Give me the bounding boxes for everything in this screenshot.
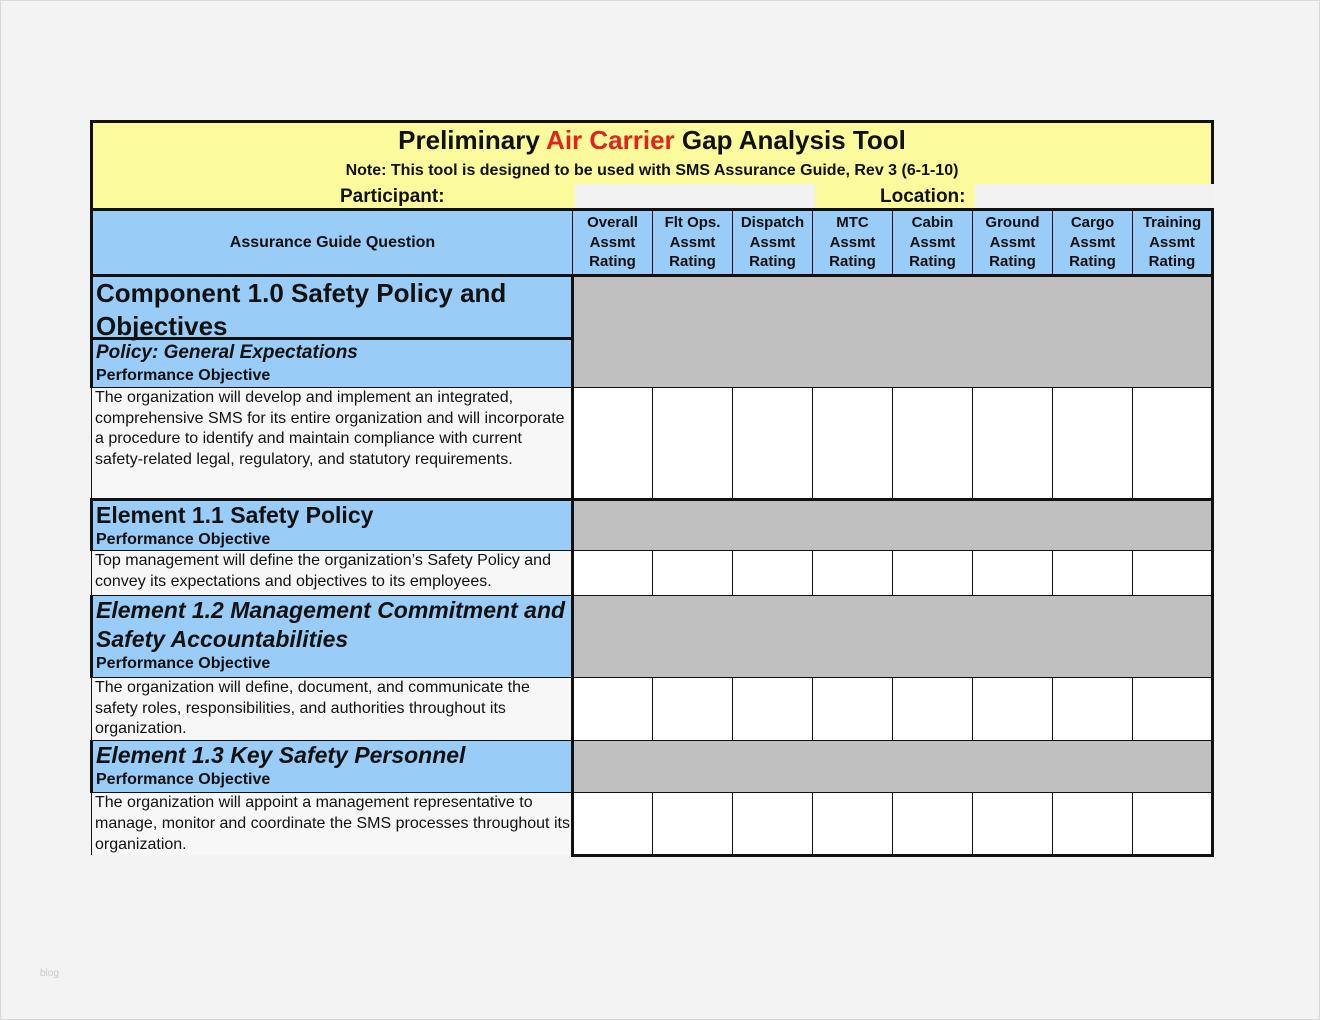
rating-cell[interactable] [973,551,1053,596]
title-part: Gap Analysis Tool [674,125,906,155]
location-field[interactable] [975,184,1214,211]
rating-cell[interactable] [653,388,733,500]
question-row [92,551,1213,596]
rating-cell[interactable] [973,678,1053,741]
participant-field[interactable] [575,184,815,211]
rating-column-header: Dispatch Assmt Rating [733,210,813,276]
rating-cell[interactable] [1133,678,1213,741]
section-row [92,596,1213,678]
gray-fill-cell [573,276,1213,388]
rating-cell[interactable] [733,678,813,741]
gap-analysis-sheet [90,120,1214,856]
rating-cell[interactable] [573,678,653,741]
rating-column-header: Flt Ops. Assmt Rating [653,210,733,276]
participant-label: Participant: [340,186,445,207]
rating-cell[interactable] [1053,678,1133,741]
performance-objective-label: Performance Objective [96,531,271,548]
location-label: Location: [880,186,966,207]
column-header-row [92,210,1213,276]
rating-cell[interactable] [813,388,893,500]
gray-fill-cell [573,500,1213,551]
component-heading: Component 1.0 Safety Policy and Objectives [96,278,507,341]
participant-row [93,184,1211,211]
element-heading-cell [92,500,573,551]
rating-cell[interactable] [973,793,1053,856]
element-heading: Element 1.3 Key Safety Personnel [96,742,466,769]
rating-column-header: Training Assmt Rating [1133,210,1213,276]
note-text: Note: This tool is designed to be used with SMS Assurance Guide, Rev 3 (6-1-10) [345,162,959,179]
rating-cell[interactable] [813,551,893,596]
rating-cell[interactable] [733,551,813,596]
rating-column-header: MTC Assmt Rating [813,210,893,276]
rating-cell[interactable] [893,793,973,856]
assessment-table [90,208,1214,857]
rating-cell[interactable] [733,793,813,856]
title-highlight: Air Carrier [546,125,675,155]
rating-cell[interactable] [1133,388,1213,500]
performance-objective-label: Performance Objective [96,367,271,384]
rating-cell[interactable] [653,678,733,741]
element-heading-cell [92,741,573,793]
element-heading-cell [92,596,573,678]
rating-cell[interactable] [733,388,813,500]
question-row [92,793,1213,856]
performance-objective-label: Performance Objective [96,655,271,672]
sheet-header [90,120,1214,208]
rating-column-header: Cargo Assmt Rating [1053,210,1133,276]
rating-cell[interactable] [1133,551,1213,596]
section-row [92,276,1213,388]
policy-heading: Policy: General Expectations [96,342,358,363]
watermark: blog [40,968,59,979]
rating-cell[interactable] [893,551,973,596]
question-text: The organization will define, document, and communicate the safety roles, responsibilities, and authorities throughout its organization. [92,678,573,741]
rating-cell[interactable] [653,551,733,596]
rating-cell[interactable] [893,678,973,741]
rating-cell[interactable] [573,793,653,856]
rating-cell[interactable] [653,793,733,856]
rating-column-header: Ground Assmt Rating [973,210,1053,276]
question-text: The organization will appoint a management representative to manage, monitor and coordinate the SMS processes throughout its organization. [92,793,573,856]
question-text: Top management will define the organization’s Safety Policy and convey its expectations and objectives to its employees. [92,551,573,596]
question-column-header: Assurance Guide Question [92,210,573,276]
rating-cell[interactable] [893,388,973,500]
question-text: The organization will develop and implement an integrated, comprehensive SMS for its entire organization and will incorporate a procedure to identify and maintain compliance with current safety-related legal, regulatory, and statutory requirements. [92,388,573,500]
question-row [92,678,1213,741]
title-part: Preliminary [398,125,547,155]
rating-column-header: Cabin Assmt Rating [893,210,973,276]
performance-objective-label: Performance Objective [96,771,271,789]
rating-cell[interactable] [1133,793,1213,856]
section-row [92,500,1213,551]
rating-cell[interactable] [813,678,893,741]
rating-cell[interactable] [1053,388,1133,500]
element-heading: Element 1.2 Management Commitment and Safety Accountabilities [96,597,566,652]
question-row [92,388,1213,500]
element-heading: Element 1.1 Safety Policy [96,502,374,528]
rating-cell[interactable] [813,793,893,856]
gray-fill-cell [573,596,1213,678]
component-heading-cell [92,276,573,388]
section-row [92,741,1213,793]
rating-cell[interactable] [573,388,653,500]
rating-cell[interactable] [1053,793,1133,856]
rating-cell[interactable] [973,388,1053,500]
rating-cell[interactable] [1053,551,1133,596]
page-title [93,125,1211,156]
gray-fill-cell [573,741,1213,793]
rating-column-header: Overall Assmt Rating [573,210,653,276]
rating-cell[interactable] [573,551,653,596]
